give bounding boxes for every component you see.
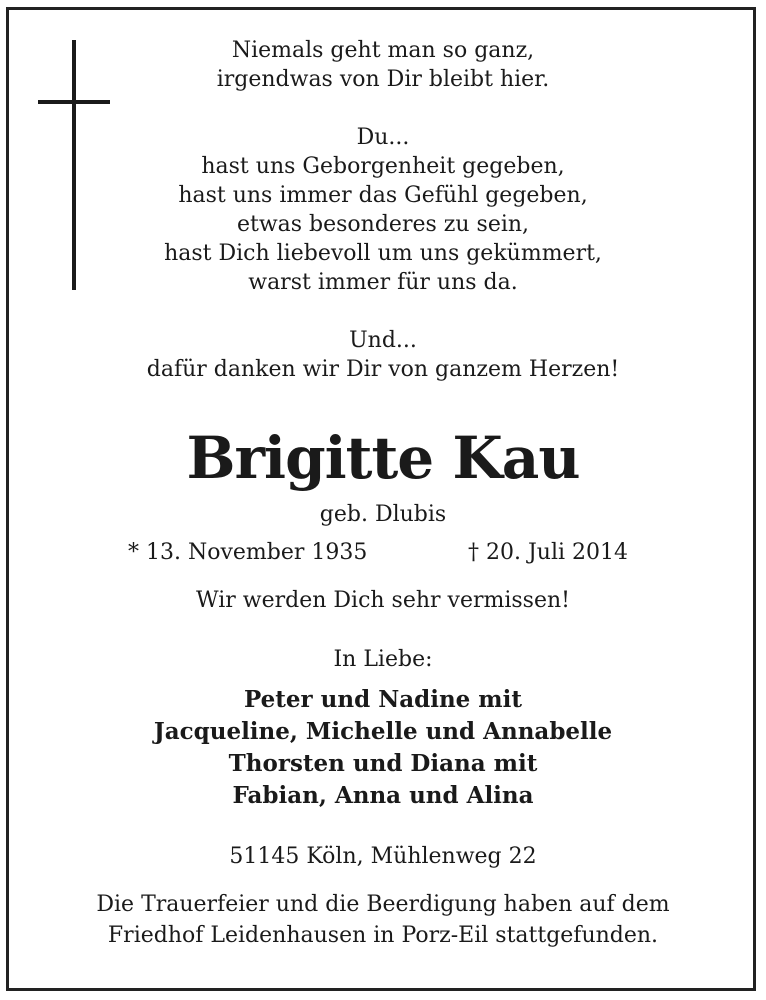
mourners-list <box>0 684 766 812</box>
poem-line: warst immer für uns da. <box>248 270 518 295</box>
mourner-line: Peter und Nadine mit <box>243 686 523 713</box>
farewell-message: Wir werden Dich sehr vermissen! <box>195 588 571 613</box>
poem-spacer <box>0 94 766 123</box>
poem-line: Niemals geht man so ganz, <box>231 38 535 63</box>
family-address: 51145 Köln, Mühlenweg 22 <box>229 844 537 869</box>
birth-name: geb. Dlubis <box>319 502 447 527</box>
poem-line: hast Dich liebevoll um uns gekümmert, <box>164 241 602 266</box>
poem-line: Und... <box>349 328 417 353</box>
mourner-line: Thorsten und Diana mit <box>228 750 538 777</box>
poem-line: hast uns Geborgenheit gegeben, <box>201 154 565 179</box>
mourner-line: Jacqueline, Michelle und Annabelle <box>153 718 613 745</box>
funeral-note <box>0 889 766 951</box>
poem-spacer <box>0 297 766 326</box>
poem-line: dafür danken wir Dir von ganzem Herzen! <box>146 357 620 382</box>
poem <box>0 36 766 384</box>
funeral-note-line: Die Trauerfeier und die Beerdigung haben auf dem <box>96 892 670 917</box>
mourners-intro: In Liebe: <box>333 647 433 672</box>
mourner-line: Fabian, Anna und Alina <box>232 782 534 809</box>
poem-line: hast uns immer das Gefühl gegeben, <box>178 183 588 208</box>
death-date: † 20. Juli 2014 <box>468 540 629 565</box>
poem-line: irgendwas von Dir bleibt hier. <box>216 67 550 92</box>
birth-date: * 13. November 1935 <box>128 540 368 565</box>
poem-line: Du... <box>356 125 410 150</box>
funeral-note-line: Friedhof Leidenhausen in Porz-Eil stattgefunden. <box>107 923 659 948</box>
poem-line: etwas besonderes zu sein, <box>236 212 530 237</box>
deceased-name: Brigitte Kau <box>186 424 580 492</box>
